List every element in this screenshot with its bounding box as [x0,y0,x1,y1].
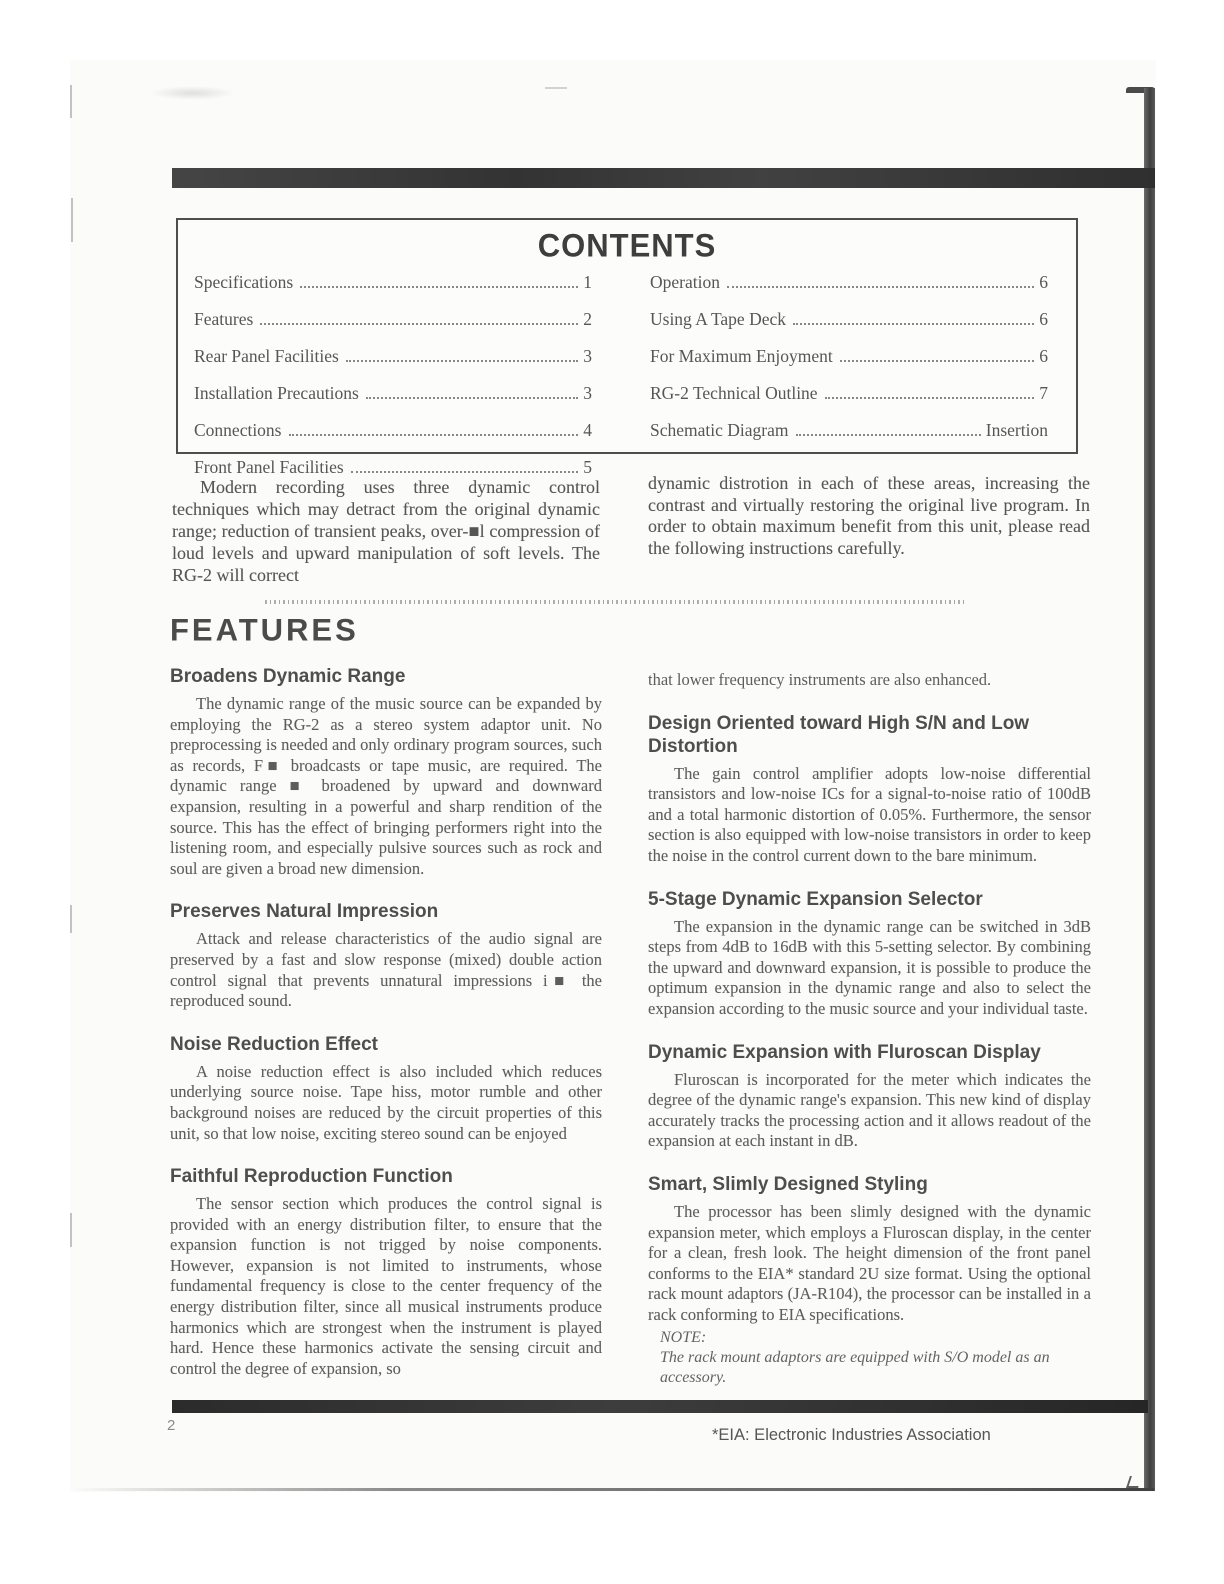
toc-entry [650,272,1048,309]
feature-section-body: A noise reduction effect is also included which reduces underlying source noise. Tape hiss, motor rumble and other background noises are reduced by the circuit properties of this unit, so that low noise, exciting stereo sound can be enjoyed [170,1061,602,1143]
toc-entry [194,309,592,346]
toc-dot-leader [840,349,1034,362]
scan-mark [70,85,72,118]
toc-dot-leader [289,423,579,436]
intro-column-right [648,473,1090,559]
toc-entry-page: 4 [583,420,592,440]
toc-entry-label: Rear Panel Facilities [194,346,339,366]
toc-entry-label: For Maximum Enjoyment [650,346,833,366]
feature-section [170,900,602,1011]
feature-section-body: The gain control amplifier adopts low-noise differential transistors and low-noise ICs for a signal-to-noise ratio of 100dB and a total harmonic distortion of 0.05%. Furthermore, the sensor section is also equipped with low-noise transistors in order to keep the noise in the control current down to the bare minimum. [648,763,1091,865]
toc-entry [194,420,592,457]
features-title: FEATURES [170,611,359,648]
toc-entry [650,383,1048,420]
toc-entry [650,309,1048,346]
feature-section [648,712,1091,867]
feature-section [648,888,1091,1020]
feature-section [648,1173,1091,1326]
contents-title: CONTENTS [537,227,717,264]
toc-entry-label: RG-2 Technical Outline [650,383,818,403]
footer-rule-bar [172,1400,1148,1413]
toc-dot-leader [346,349,578,362]
toc-dot-leader [793,312,1034,325]
page-edge-shadow [72,1488,1154,1491]
feature-section-heading: Faithful Reproduction Function [170,1166,453,1188]
intro-paragraph: Modern recording uses three dynamic control techniques which may detract from the original dynamic range; reduction of transient peaks, over-■l compression of loud levels and upward manipulation of soft levels. The RG-2 will correct [172,477,600,585]
feature-section [170,1033,602,1144]
feature-section [170,1165,602,1379]
intro-paragraph: dynamic distrotion in each of these areas, increasing the contrast and virtually restoring the original live program. In order to obtain maximum benefit from this unit, please read the following instructions carefully. [648,473,1090,558]
feature-section-body: The sensor section which produces the control signal is provided with an energy distribution filter, to ensure that the expansion function is not trigged by noise components. However, expansion is not limited to instruments, whose fundamental frequency is close to the center frequency of the energy distribution filter, since all musical instruments produce harmonics which are strongest when the instrument is played hard. Hence these harmonics activate the sensing circuit and control the degree of expansion, so [170,1194,602,1378]
toc-dot-leader [300,275,578,288]
feature-section-body: The dynamic range of the music source can be expanded by employing the RG-2 as a stereo system adaptor unit. No preprocessing is needed and only ordinary program sources, such as records, F■ broadcasts or tape music, are required. The dynamic range ■ broadened by upward and downward expansion, resulting in a powerful and sharp rendition of the source. This has the effect of bringing performers right into the listening room, and especially pulsive sources such as rock and soul are given a broad new dimension. [170,694,602,878]
feature-section-heading: Broadens Dynamic Range [170,666,406,687]
note-block [660,1328,1091,1388]
toc-entry [194,346,592,383]
toc-entry-label: Operation [650,272,720,292]
toc-entry [194,383,592,420]
toc-entry-label: Connections [194,420,282,440]
toc-entry-page: 7 [1039,383,1048,403]
toc-entry-page: 6 [1039,346,1048,366]
toc-entry [194,272,592,309]
features-column-left [170,663,602,1379]
feature-continuation-line: that lower frequency instruments are also enhanced. [648,670,992,689]
feature-section-heading: 5-Stage Dynamic Expansion Selector [648,888,983,910]
toc-entry [650,346,1048,383]
feature-section-body: Attack and release characteristics of the audio signal are preserved by a fast and slow response (mixed) double action control signal that prevents unnatural impressions i■ the reproduced sound. [170,929,602,1011]
scan-smudge [150,86,235,100]
page-edge-shadow [1144,88,1155,1491]
note-label: NOTE: [660,1329,707,1347]
toc-entry-page: 3 [583,346,592,366]
feature-section [170,665,602,879]
note-text: The rack mount adaptors are equipped with S/O model as an accessory. [660,1349,1050,1387]
toc-dot-leader [825,386,1035,399]
toc-columns [178,270,1076,494]
toc-entry-label: Features [194,309,254,329]
header-rule-bar [172,168,1155,188]
feature-section-body: Fluroscan is incorporated for the meter which indicates the degree of the dynamic range's expansion. This new kind of display accurately tracks the processing action and it allows readout of the expansion at each instant in dB. [648,1069,1091,1151]
toc-entry-label: Installation Precautions [194,383,359,403]
toc-entry-page: 1 [583,272,592,292]
feature-section [648,1041,1091,1152]
toc-dot-leader [351,460,579,473]
toc-column-right [650,272,1048,494]
toc-dot-leader [796,423,981,436]
toc-entry-page: 5 [583,457,592,477]
toc-dot-leader [727,275,1034,288]
feature-section-heading: Dynamic Expansion with Fluroscan Display [648,1041,1041,1063]
toc-entry-label: Front Panel Facilities [194,457,344,477]
toc-entry-page: 3 [583,383,592,403]
page-number: 2 [167,1417,176,1434]
contents-box [176,218,1078,477]
feature-section-heading: Noise Reduction Effect [170,1033,378,1055]
toc-entry-label: Using A Tape Deck [650,309,787,329]
scan-mark [545,87,567,89]
toc-entry-page: 6 [1039,309,1048,329]
toc-entry-page: Insertion [985,420,1048,440]
scan-mark [70,1213,72,1247]
feature-section-heading: Preserves Natural Impression [170,901,439,923]
toc-column-left [194,272,592,494]
divider-dashed-line [265,600,965,604]
intro-column-left [172,476,600,586]
scan-mark [71,198,73,242]
toc-dot-leader [260,312,578,325]
features-column-right [648,663,1091,1388]
eia-footnote: *EIA: Electronic Industries Association [712,1426,991,1444]
feature-section-heading: Smart, Slimly Designed Styling [648,1173,928,1195]
scan-mark [70,905,72,933]
feature-section-body: The expansion in the dynamic range can be switched in 3dB steps from 4dB to 16dB with this 5-setting selector. By combining the upward and downward expansion, it is possible to produce the optimum expansion in the dynamic range and also to select the expansion according to the music source and your individual taste. [648,916,1091,1018]
toc-entry-page: 6 [1039,272,1048,292]
toc-entry [650,420,1048,457]
feature-section-heading: Design Oriented toward High S/N and Low Distortion [648,712,1030,757]
toc-entry-label: Schematic Diagram [650,420,789,440]
toc-entry-label: Specifications [194,272,294,292]
toc-dot-leader [366,386,578,399]
toc-entry-page: 2 [583,309,592,329]
feature-section-body: The processor has been slimly designed with the dynamic expansion meter, which employs a Fluroscan display, in the center for a clean, fresh look. The height dimension of the front panel conforms to the EIA* standard 2U size format. Using the optional rack mount adaptors (JA-R104), the processor can be installed in a rack conforming to EIA specifications. [648,1201,1091,1324]
